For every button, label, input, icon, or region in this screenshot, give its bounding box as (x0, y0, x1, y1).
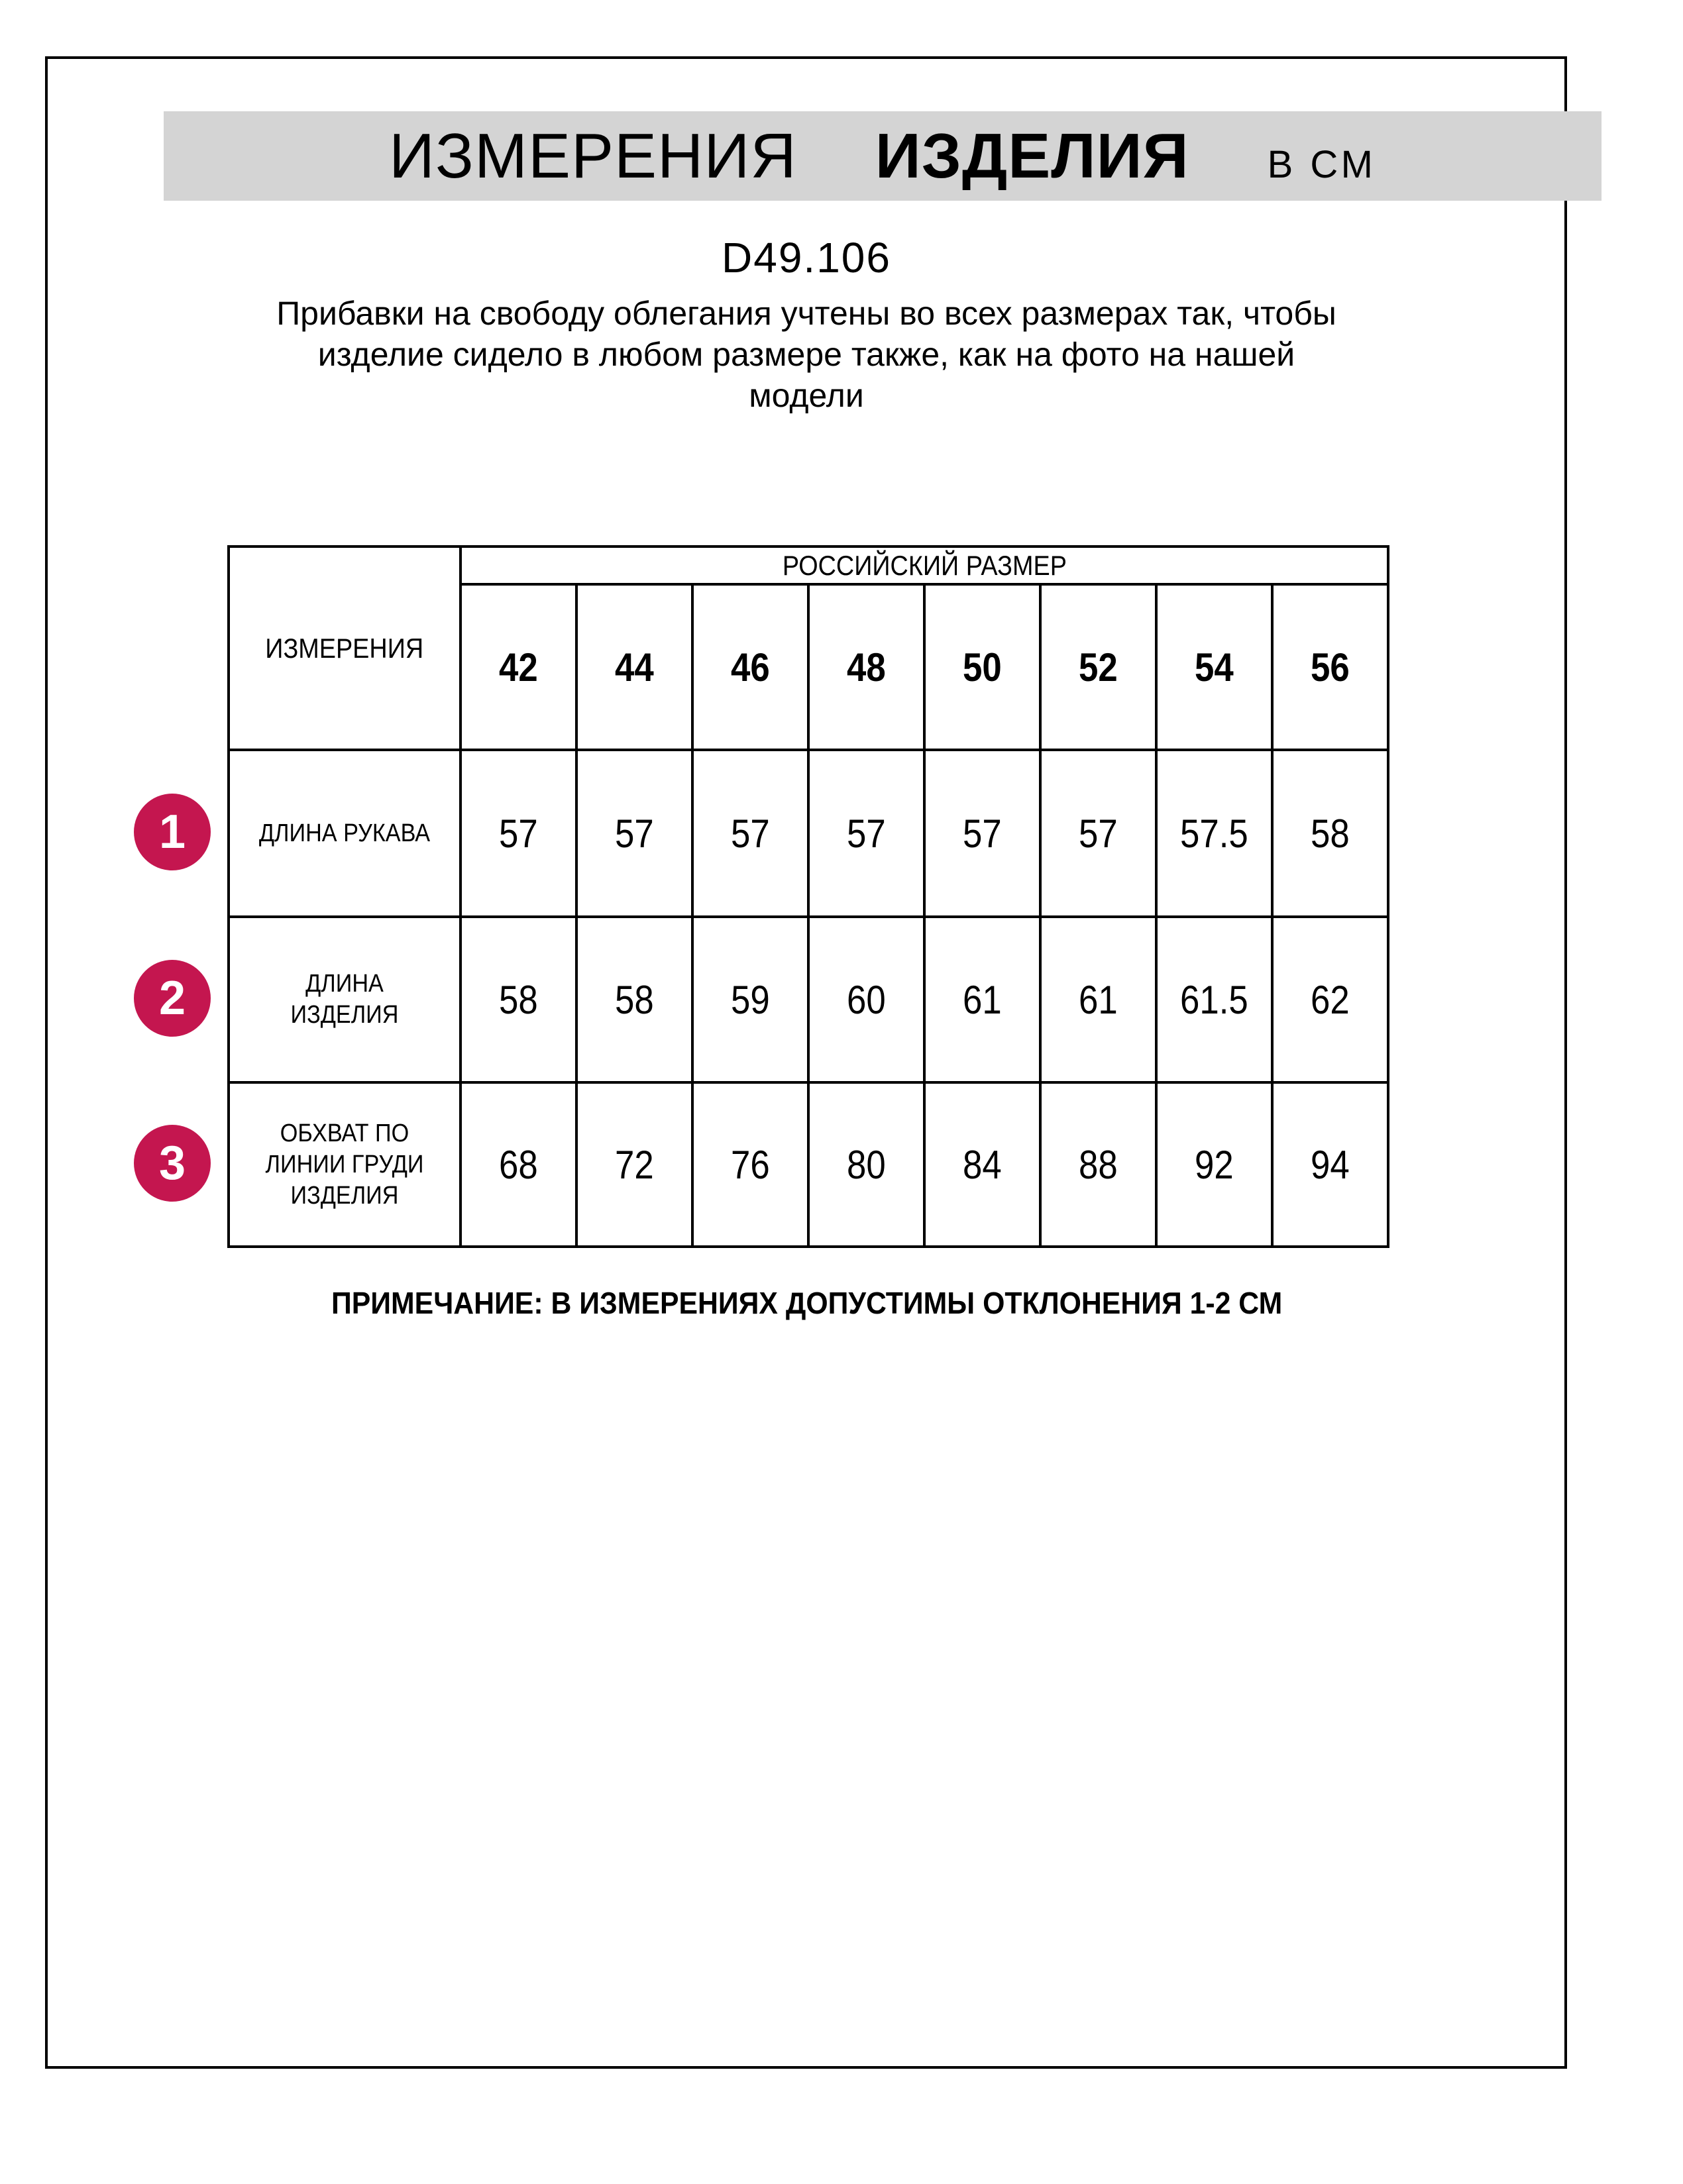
fit-description (87, 293, 1525, 416)
value-cell: 60 (808, 917, 924, 1082)
page-title-units: В СМ (1267, 143, 1376, 186)
table-row (229, 917, 1388, 1082)
value-cell: 58 (576, 917, 692, 1082)
value-cell: 76 (692, 1082, 808, 1247)
row-label-cell (229, 1082, 461, 1247)
note-text: ПРИМЕЧАНИЕ: В ИЗМЕРЕНИЯХ ДОПУСТИМЫ ОТКЛОНЕНИЯ 1-2 СМ (331, 1286, 1283, 1320)
size-header-cell: 52 (1040, 584, 1156, 750)
size-header-cell: 48 (808, 584, 924, 750)
value-cell: 57 (692, 750, 808, 917)
value-cell: 58 (1272, 750, 1388, 917)
row-number-badge-3 (134, 1125, 211, 1202)
page-title-measurements: ИЗМЕРЕНИЯ (389, 121, 797, 191)
badge-number: 1 (158, 806, 186, 858)
header-banner (164, 111, 1602, 201)
value-cell: 58 (461, 917, 576, 1082)
value-cell: 92 (1156, 1082, 1272, 1247)
size-group-header-cell (461, 546, 1388, 584)
value-cell: 72 (576, 1082, 692, 1247)
size-group-header-label: РОССИЙСКИЙ РАЗМЕР (782, 549, 1067, 581)
page-title-product: ИЗДЕЛИЯ (875, 121, 1189, 191)
value-cell: 61.5 (1156, 917, 1272, 1082)
size-header-cell: 46 (692, 584, 808, 750)
table-row (229, 750, 1388, 917)
value-cell: 94 (1272, 1082, 1388, 1247)
size-table (227, 545, 1389, 1248)
size-header-cell: 54 (1156, 584, 1272, 750)
badge-number: 3 (158, 1137, 186, 1190)
row-number-badge-1 (134, 794, 211, 870)
badge-number: 2 (158, 972, 186, 1025)
value-cell: 62 (1272, 917, 1388, 1082)
value-cell: 61 (1040, 917, 1156, 1082)
description-line: изделие сидело в любом размере также, как на фото на нашей (317, 336, 1295, 373)
value-cell: 57 (808, 750, 924, 917)
table-row (229, 1082, 1388, 1247)
value-cell: 57 (1040, 750, 1156, 917)
size-header-cell: 56 (1272, 584, 1388, 750)
size-header-cell: 44 (576, 584, 692, 750)
size-header-cell: 50 (924, 584, 1040, 750)
value-cell: 59 (692, 917, 808, 1082)
value-cell: 57 (576, 750, 692, 917)
corner-header-cell (229, 546, 461, 750)
value-cell: 88 (1040, 1082, 1156, 1247)
row-label-cell (229, 750, 461, 917)
value-cell: 84 (924, 1082, 1040, 1247)
row-label: ДЛИНА ИЗДЕЛИЯ (290, 970, 399, 1029)
value-cell: 57 (461, 750, 576, 917)
value-cell: 80 (808, 1082, 924, 1247)
size-header-cell: 42 (461, 584, 576, 750)
corner-header-label: ИЗМЕРЕНИЯ (265, 632, 424, 664)
description-line: модели (749, 377, 864, 414)
description-line: Прибавки на свободу облегания учтены во всех размерах так, чтобы (276, 295, 1336, 332)
row-label: ДЛИНА РУКАВА (258, 819, 431, 847)
row-number-badge-2 (134, 960, 211, 1037)
value-cell: 61 (924, 917, 1040, 1082)
value-cell: 57 (924, 750, 1040, 917)
value-cell: 57.5 (1156, 750, 1272, 917)
row-label: ОБХВАТ ПО ЛИНИИ ГРУДИ ИЗДЕЛИЯ (265, 1119, 424, 1210)
product-code: D49.106 (722, 234, 891, 282)
value-cell: 68 (461, 1082, 576, 1247)
row-label-cell (229, 917, 461, 1082)
